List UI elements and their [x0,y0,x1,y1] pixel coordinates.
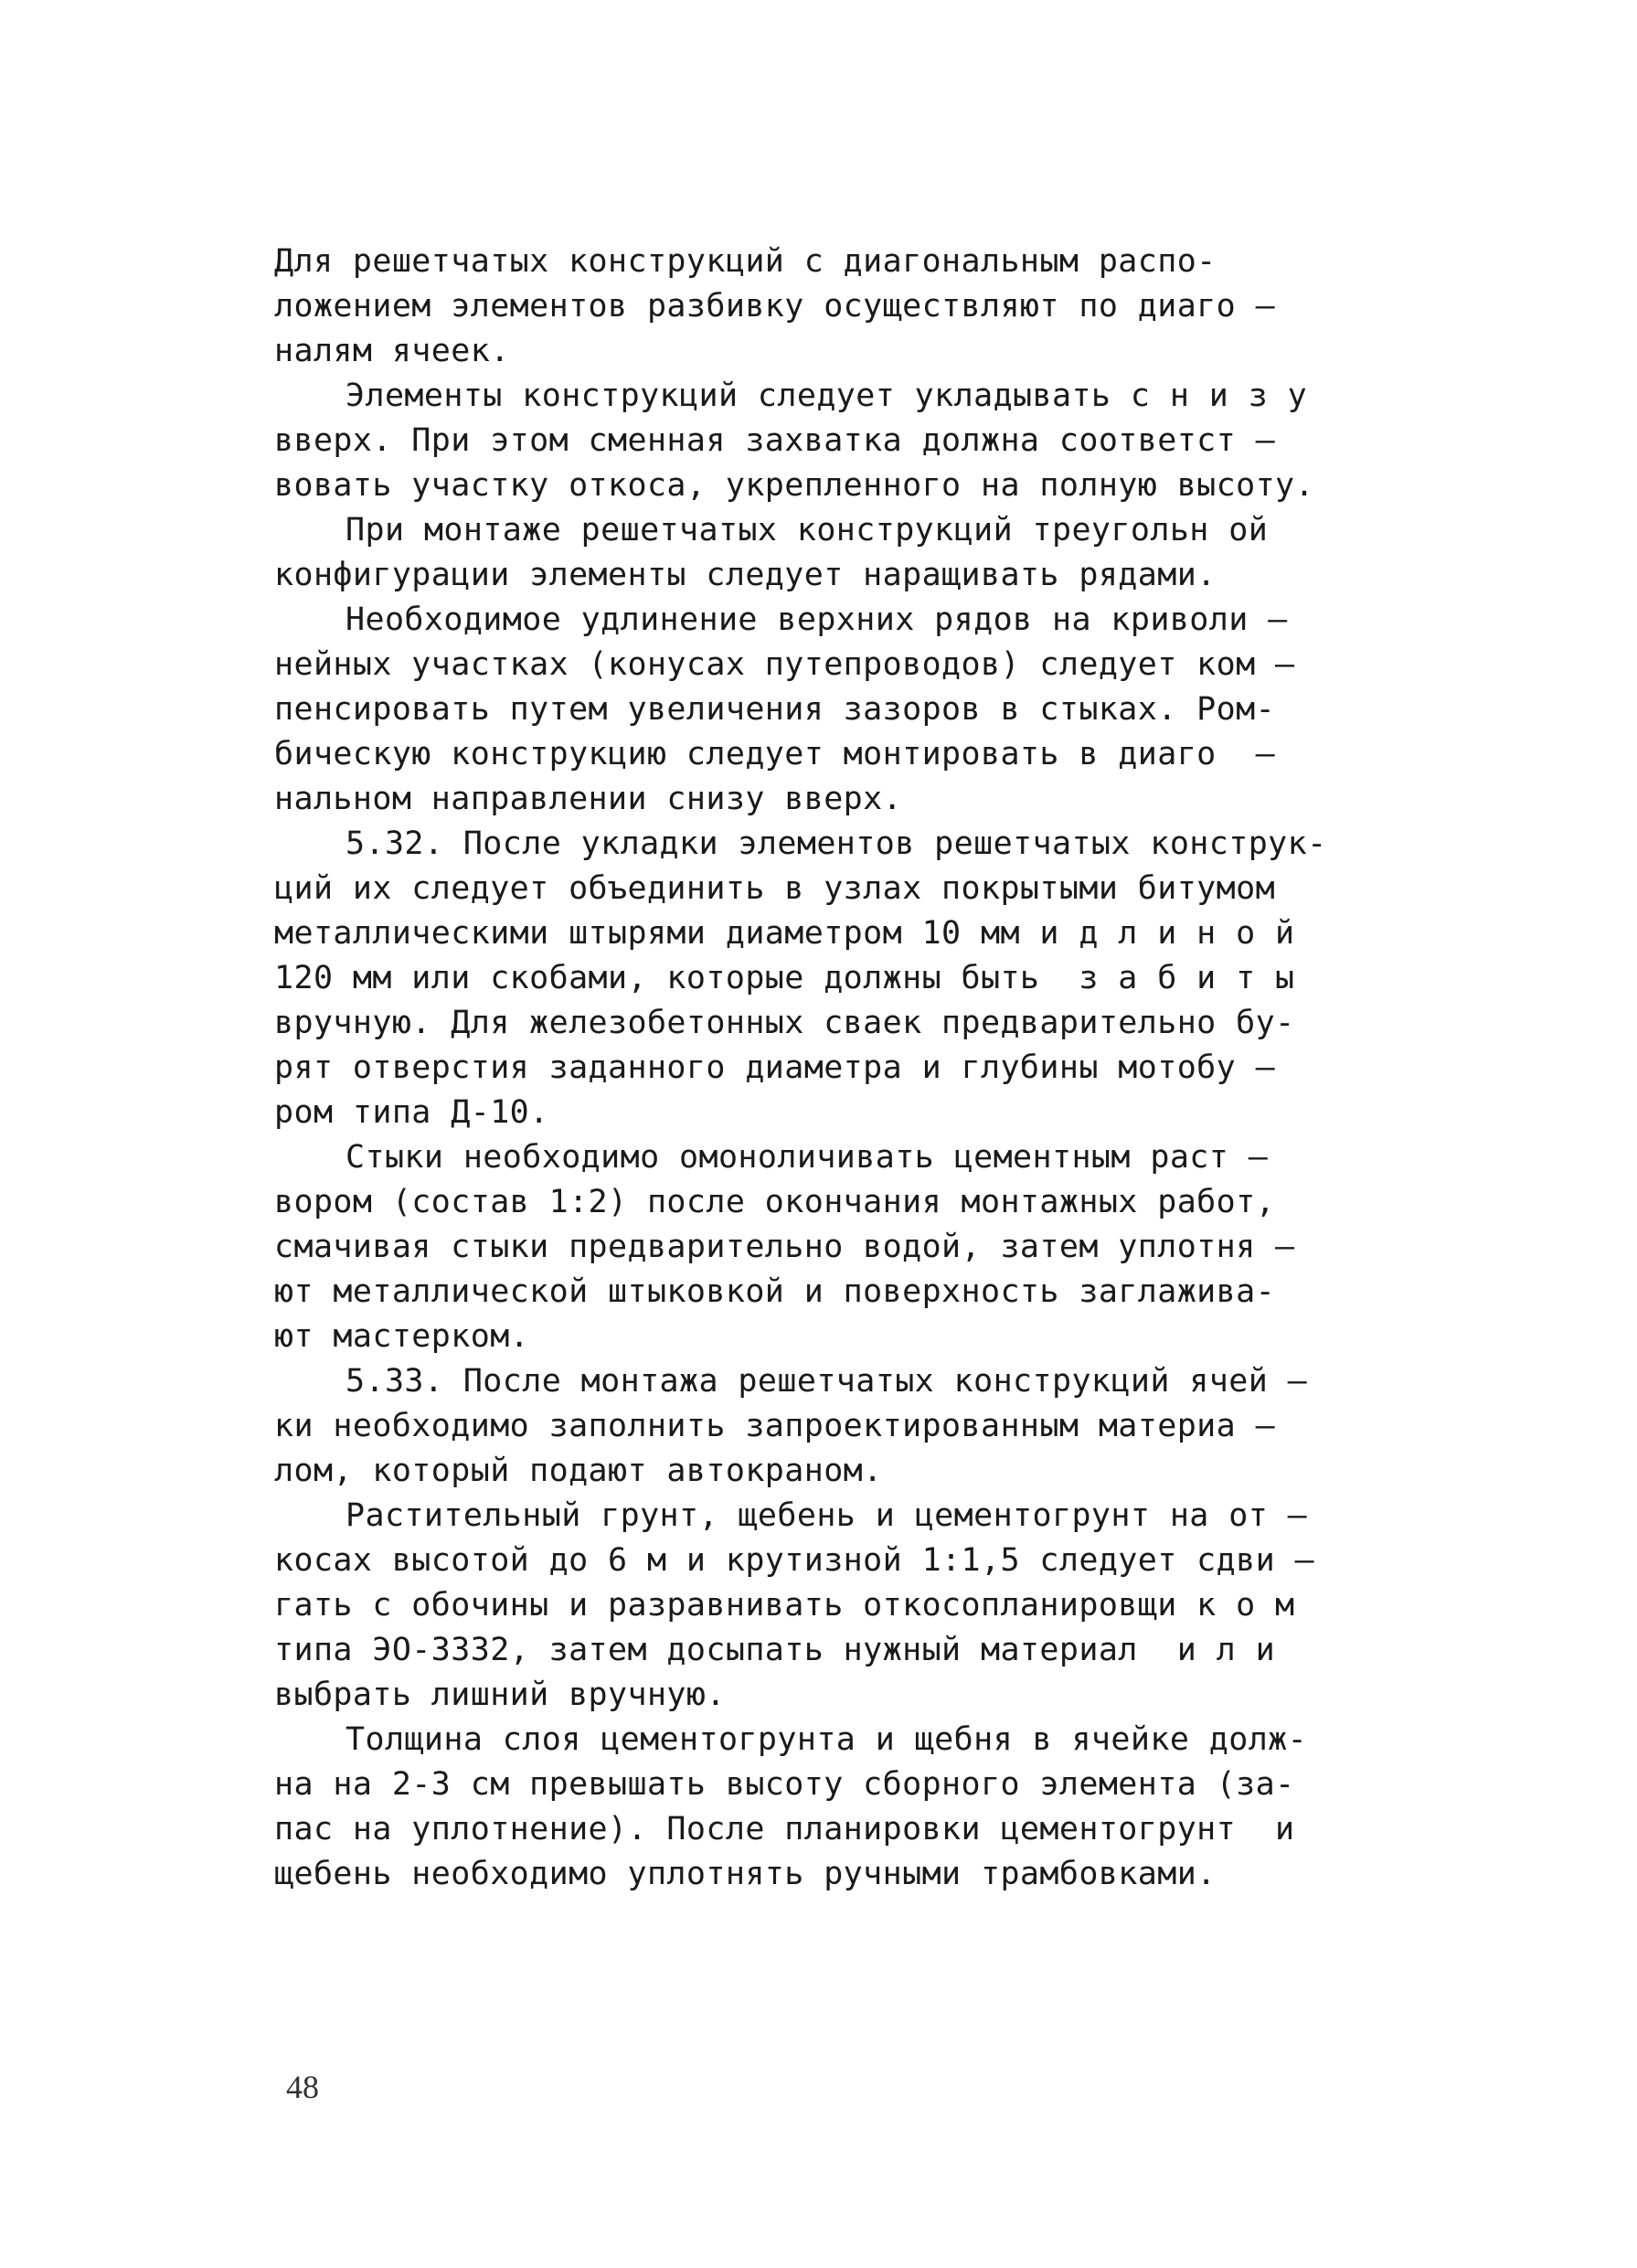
text-line: вверх. При этом сменная захватка должна соответст – [274,422,1276,459]
text-line: вручную. Для железобетонных сваек предварительно бу- [274,1005,1295,1041]
text-line: щебень необходимо уплотнять ручными трамбовками. [274,1856,1217,1892]
text-line: ций их следует объединить в узлах покрытыми битумом [274,870,1276,907]
paragraph [274,1494,1472,1718]
text-line: вовать участку откоса, укрепленного на полную высоту. [274,467,1315,504]
paragraph [274,374,1472,508]
paragraph [274,240,1472,374]
text-line: смачивая стыки предварительно водой, затем уплотня – [274,1229,1295,1265]
text-line: выбрать лишний вручную. [274,1677,726,1713]
text-line: гать с обочины и разравнивать откосопланировщи к о м [274,1587,1295,1624]
text-line: 120 мм или скобами, которые должны быть з а б и т ы [274,960,1295,996]
text-line: пенсировать путем увеличения зазоров в стыках. Ром- [274,691,1276,728]
text-line: ки необходимо заполнить запроектированным материа – [274,1408,1276,1444]
text-line: нальном направлении снизу вверх. [274,781,903,817]
text-line: Необходимое удлинение верхних рядов на криволи – [345,602,1288,638]
text-line: лом, который подают автокраном. [274,1453,883,1489]
text-line: Стыки необходимо омоноличивать цементным раст – [345,1139,1269,1176]
text-line: Толщина слоя цементогрунта и щебня в ячейке долж- [345,1721,1308,1758]
paragraph [274,1718,1472,1897]
text-line: типа ЭО-3332, затем досыпать нужный материал и л и [274,1632,1276,1668]
text-line: пас на уплотнение). После планировки цементогрунт и [274,1811,1295,1847]
paragraph [274,508,1472,598]
text-line: косах высотой до 6 м и крутизной 1:1,5 следует сдви – [274,1542,1315,1579]
text-line: ром типа Д-10. [274,1094,549,1131]
text-line: ложением элементов разбивку осуществляют по диаго – [274,288,1276,325]
text-line: Для решетчатых конструкций с диагональным распо- [274,243,1217,280]
text-line: вором (состав 1:2) после окончания монтажных работ, [274,1184,1276,1220]
text-line: рят отверстия заданного диаметра и глубины мотобу – [274,1049,1276,1086]
body-text [274,240,1472,1897]
paragraph [274,822,1472,1135]
paragraph [274,1359,1472,1494]
text-line: 5.33. После монтажа решетчатых конструкций ячей – [345,1363,1308,1400]
text-line: Растительный грунт, щебень и цементогрунт на от – [345,1497,1308,1534]
text-line: Элементы конструкций следует укладывать с н и з у [345,378,1308,414]
text-line: на на 2-3 см превышать высоту сборного элемента (за- [274,1766,1295,1803]
text-line: налям ячеек. [274,333,510,369]
text-line: ют мастерком. [274,1318,530,1355]
text-line: При монтаже решетчатых конструкций треугольн ой [345,512,1269,548]
text-line: конфигурации элементы следует наращивать рядами. [274,557,1217,593]
paragraph [274,598,1472,822]
text-line: бическую конструкцию следует монтировать в диаго – [274,736,1276,772]
text-line: ют металлической штыковкой и поверхность заглажива- [274,1273,1276,1310]
page-number: 48 [286,2069,319,2105]
text-line: 5.32. После укладки элементов решетчатых конструк- [345,825,1327,862]
text-line: нейных участках (конусах путепроводов) следует ком – [274,646,1295,683]
paragraph [274,1135,1472,1359]
text-line: металлическими штырями диаметром 10 мм и д л и н о й [274,915,1295,952]
